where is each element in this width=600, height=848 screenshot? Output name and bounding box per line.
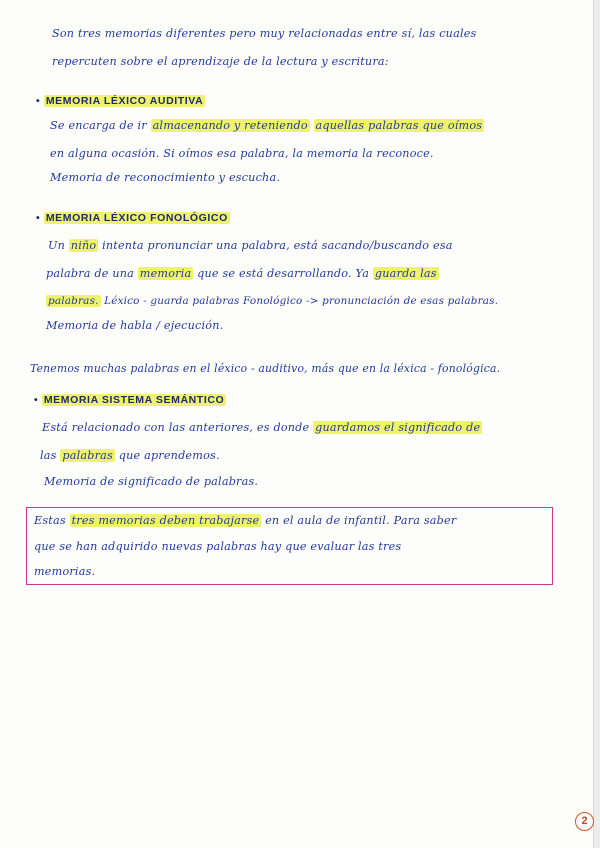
highlight-run: palabras. bbox=[48, 295, 99, 307]
fonologico-line-1 bbox=[48, 239, 453, 252]
section-heading-fonologico bbox=[36, 212, 230, 224]
highlight-run: palabras bbox=[62, 449, 113, 462]
highlight-run: guardamos el significado de bbox=[315, 421, 481, 434]
page-edge bbox=[593, 0, 600, 848]
highlight-run: memoria bbox=[139, 267, 192, 280]
auditiva-line-1 bbox=[50, 119, 484, 132]
text-run: que se está desarrollando. Ya bbox=[193, 267, 373, 280]
fonologico-line-2 bbox=[46, 267, 439, 280]
note-line-3: memorias. bbox=[34, 565, 96, 578]
text-run bbox=[310, 119, 314, 132]
text-run: en el aula de infantil. Para saber bbox=[261, 514, 457, 527]
page-number-badge: 2 bbox=[575, 812, 594, 831]
auditiva-line-3: Memoria de reconocimiento y escucha. bbox=[50, 171, 281, 184]
text-run: Estas bbox=[34, 514, 70, 527]
bullet-dot: • bbox=[34, 394, 39, 406]
semantico-line-3: Memoria de significado de palabras. bbox=[44, 475, 259, 488]
semantico-line-1 bbox=[42, 421, 482, 434]
intro-line-2: repercuten sobre el aprendizaje de la lectura y escritura: bbox=[52, 55, 389, 68]
text-run: Está relacionado con las anteriores, es donde bbox=[42, 421, 314, 434]
bullet-dot: • bbox=[36, 212, 41, 224]
highlight-run: almacenando y reteniendo bbox=[152, 119, 308, 132]
text-run: Un bbox=[48, 239, 69, 252]
heading-text-semantico: MEMORIA SISTEMA SEMÁNTICO bbox=[43, 394, 225, 406]
highlight-run: aquellas palabras que oímos bbox=[315, 119, 483, 132]
auditiva-line-2: en alguna ocasión. Si oímos esa palabra, la memoria la reconoce. bbox=[50, 147, 434, 160]
text-run: que aprendemos. bbox=[114, 449, 220, 462]
highlight-run: niño bbox=[70, 239, 97, 252]
fonologico-line-3 bbox=[46, 295, 498, 307]
section-heading-auditiva bbox=[36, 95, 205, 107]
text-run: Léxico - guarda palabras Fonológico -> pronunciación de esas palabras. bbox=[100, 295, 499, 307]
note-line-1 bbox=[34, 514, 456, 527]
text-run: las bbox=[40, 449, 61, 462]
intro-line-1: Son tres memorias diferentes pero muy relacionadas entre sí, las cuales bbox=[52, 27, 477, 40]
bullet-dot: • bbox=[36, 95, 41, 107]
note-line-2: que se han adquirido nuevas palabras hay que evaluar las tres bbox=[34, 540, 402, 553]
section-heading-semantico bbox=[34, 394, 226, 406]
highlight-run: guarda las bbox=[374, 267, 437, 280]
comparison-line: Tenemos muchas palabras en el léxico - auditivo, más que en la léxica - fonológica. bbox=[30, 362, 501, 375]
heading-text-auditiva: MEMORIA LÉXICO AUDITIVA bbox=[45, 95, 204, 107]
text-run: Se encarga de ir bbox=[50, 119, 151, 132]
highlight-run: tres memorias deben trabajarse bbox=[71, 514, 260, 527]
heading-text-fonologico: MEMORIA LÉXICO FONOLÓGICO bbox=[45, 212, 228, 224]
semantico-line-2 bbox=[40, 449, 220, 462]
text-run: intenta pronunciar una palabra, está sacando/buscando esa bbox=[98, 239, 453, 252]
fonologico-line-4: Memoria de habla / ejecución. bbox=[46, 319, 224, 332]
text-run: palabra de una bbox=[46, 267, 138, 280]
